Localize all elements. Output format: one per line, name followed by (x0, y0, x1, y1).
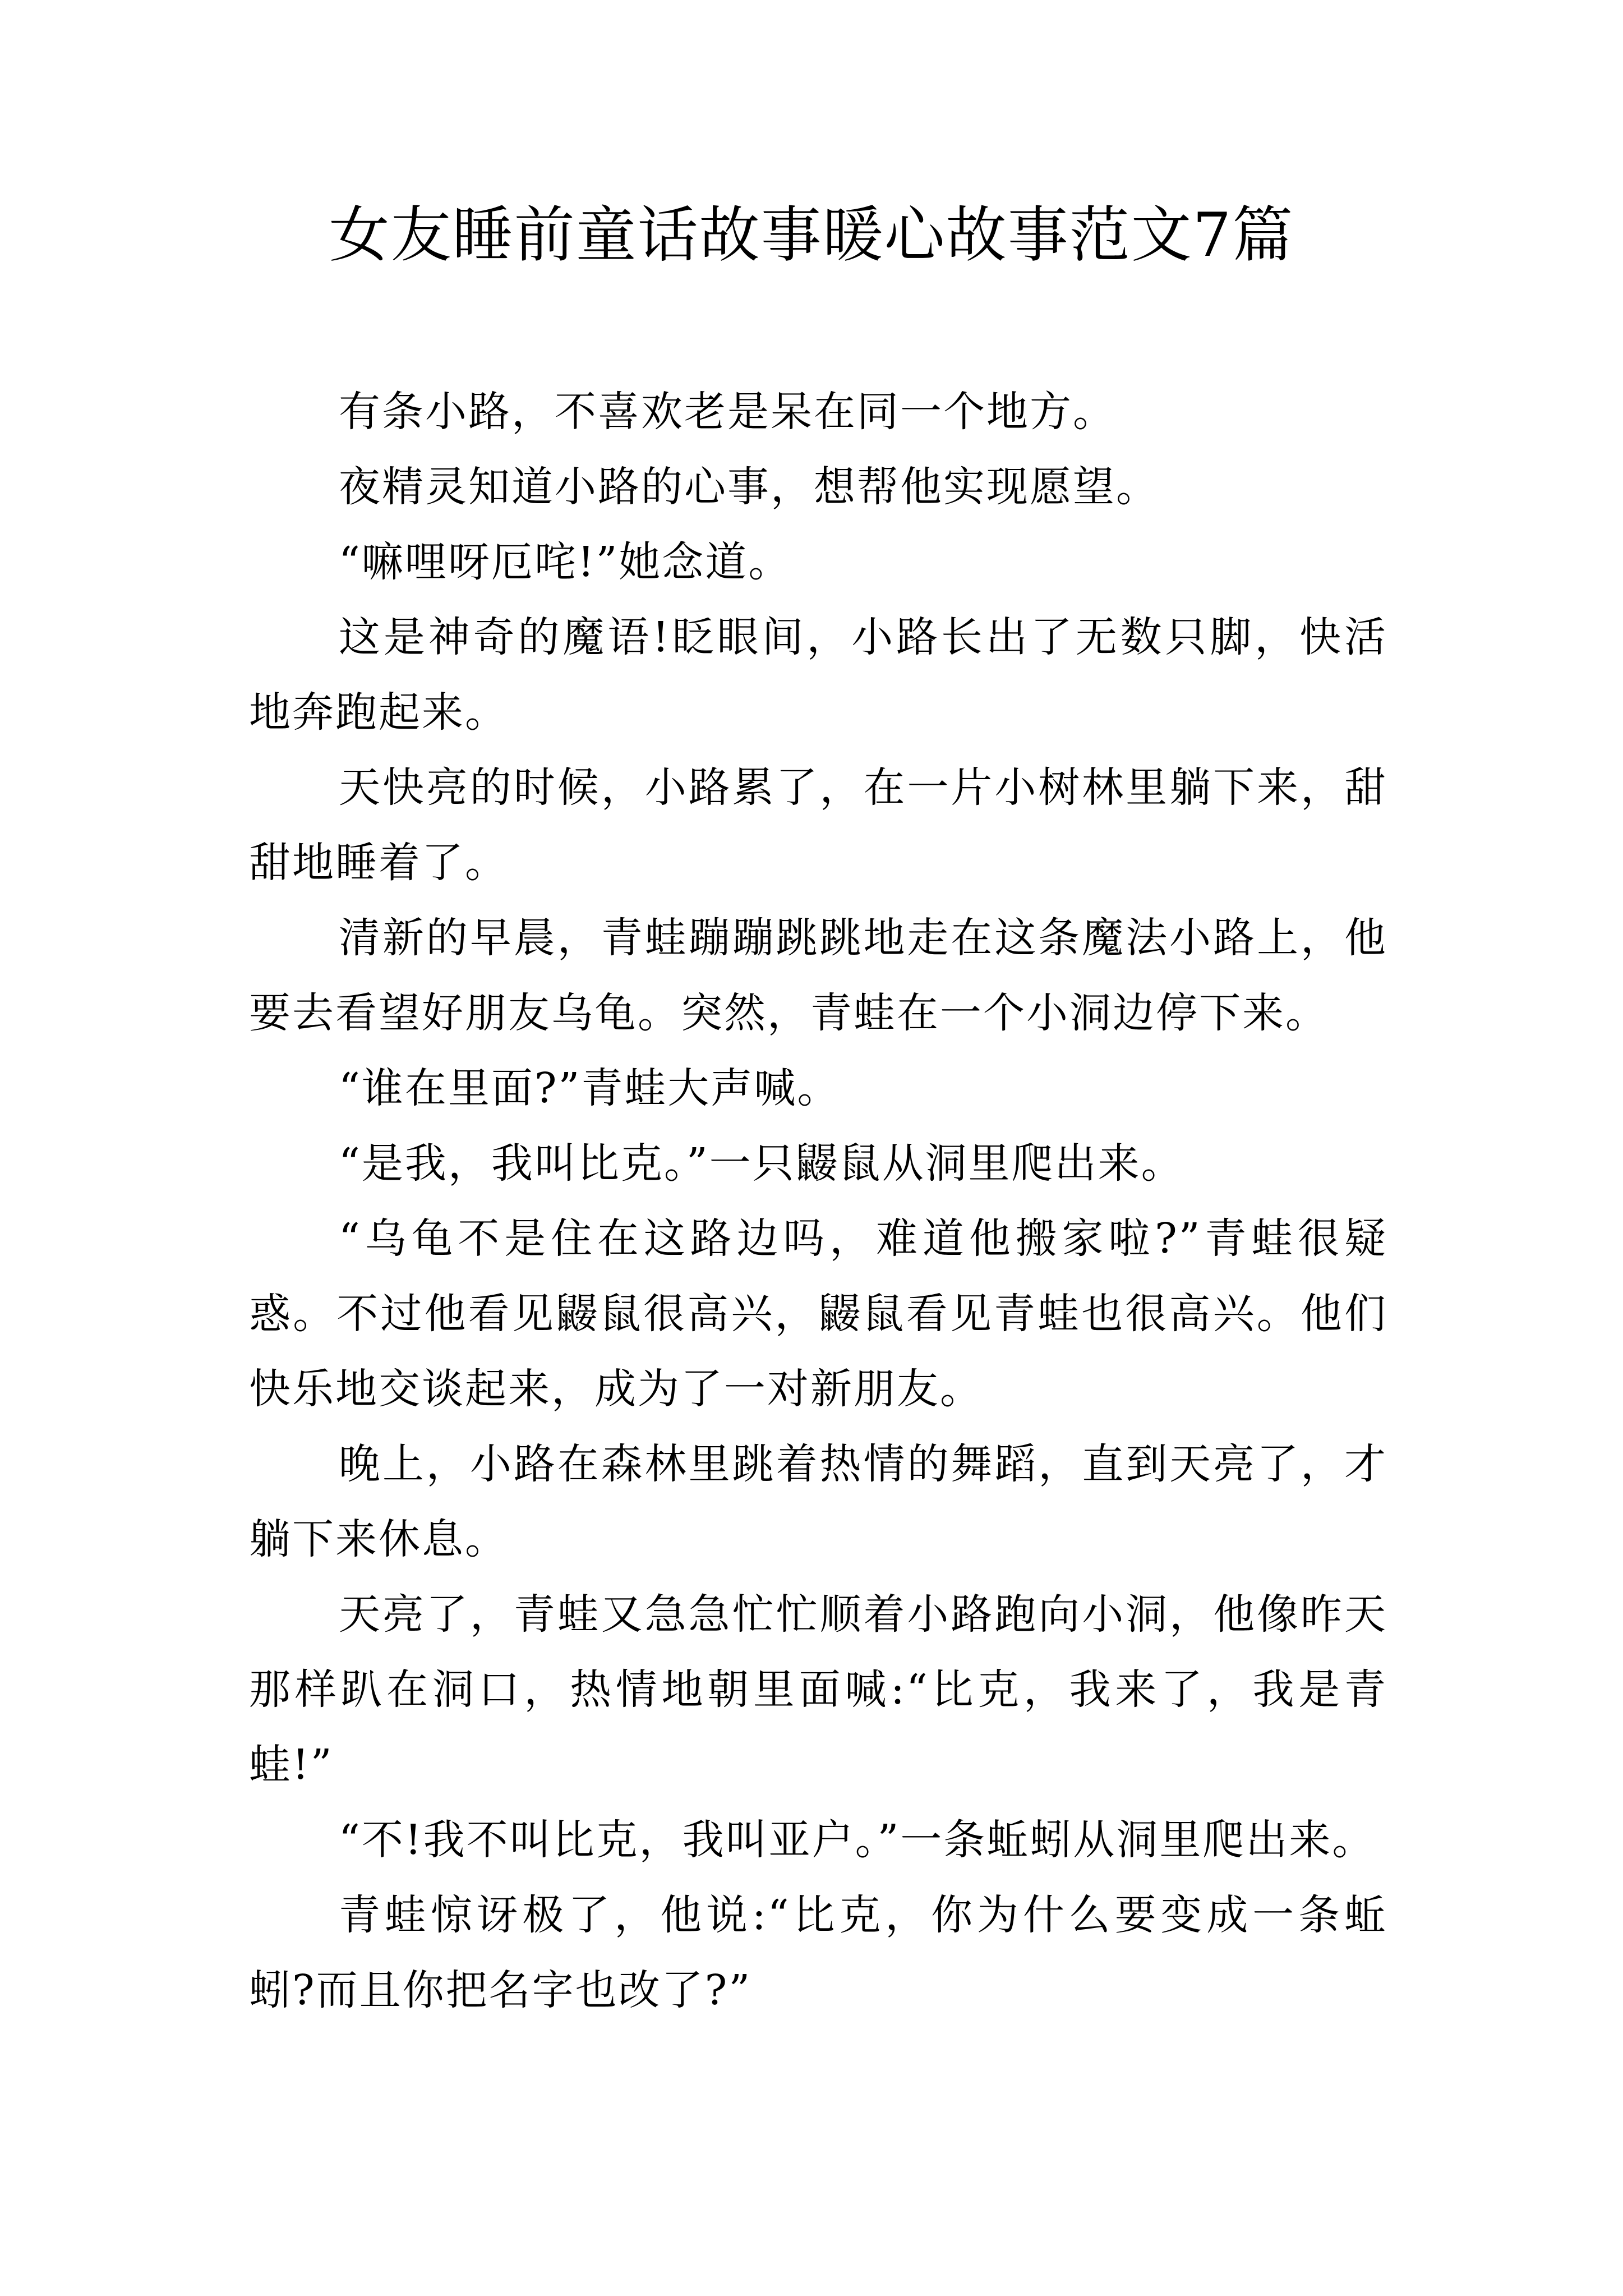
paragraph: 天亮了，青蛙又急急忙忙顺着小路跑向小洞，他像昨天那样趴在洞口，热情地朝里面喊:“比克，我来了，我是青蛙!” (249, 1590, 1387, 1789)
paragraph: 晚上，小路在森林里跳着热情的舞蹈，直到天亮了，才躺下来休息。 (249, 1440, 1387, 1563)
paragraph: 有条小路，不喜欢老是呆在同一个地方。 (339, 388, 1116, 436)
paragraph: 青蛙惊讶极了，他说:“比克，你为什么要变成一条蚯蚓?而且你把名字也改了?” (249, 1891, 1387, 2014)
document-body (249, 374, 1387, 2028)
paragraph: “不!我不叫比克，我叫亚户。”一条蚯蚓从洞里爬出来。 (339, 1816, 1376, 1864)
paragraph: “乌龟不是住在这路边吗，难道他搬家啦?”青蛙很疑惑。不过他看见鼹鼠很高兴，鼹鼠看见青蛙也很高兴。他们快乐地交谈起来，成为了一对新朋友。 (249, 1214, 1387, 1413)
paragraph: 夜精灵知道小路的心事，想帮他实现愿望。 (339, 463, 1159, 511)
paragraph: “谁在里面?”青蛙大声喊。 (339, 1064, 841, 1112)
document-title: 女友睡前童话故事暖心故事范文7篇 (329, 200, 1294, 270)
paragraph: “是我，我叫比克。”一只鼹鼠从洞里爬出来。 (339, 1139, 1184, 1188)
paragraph: 天快亮的时候，小路累了，在一片小树林里躺下来，甜甜地睡着了。 (249, 763, 1387, 887)
paragraph: 清新的早晨，青蛙蹦蹦跳跳地走在这条魔法小路上，他要去看望好朋友乌龟。突然，青蛙在一个小洞边停下来。 (249, 914, 1387, 1037)
paragraph: “嘛哩呀厄咤!”她念道。 (339, 538, 792, 586)
paragraph: 这是神奇的魔语!眨眼间，小路长出了无数只脚，快活地奔跑起来。 (249, 613, 1387, 737)
